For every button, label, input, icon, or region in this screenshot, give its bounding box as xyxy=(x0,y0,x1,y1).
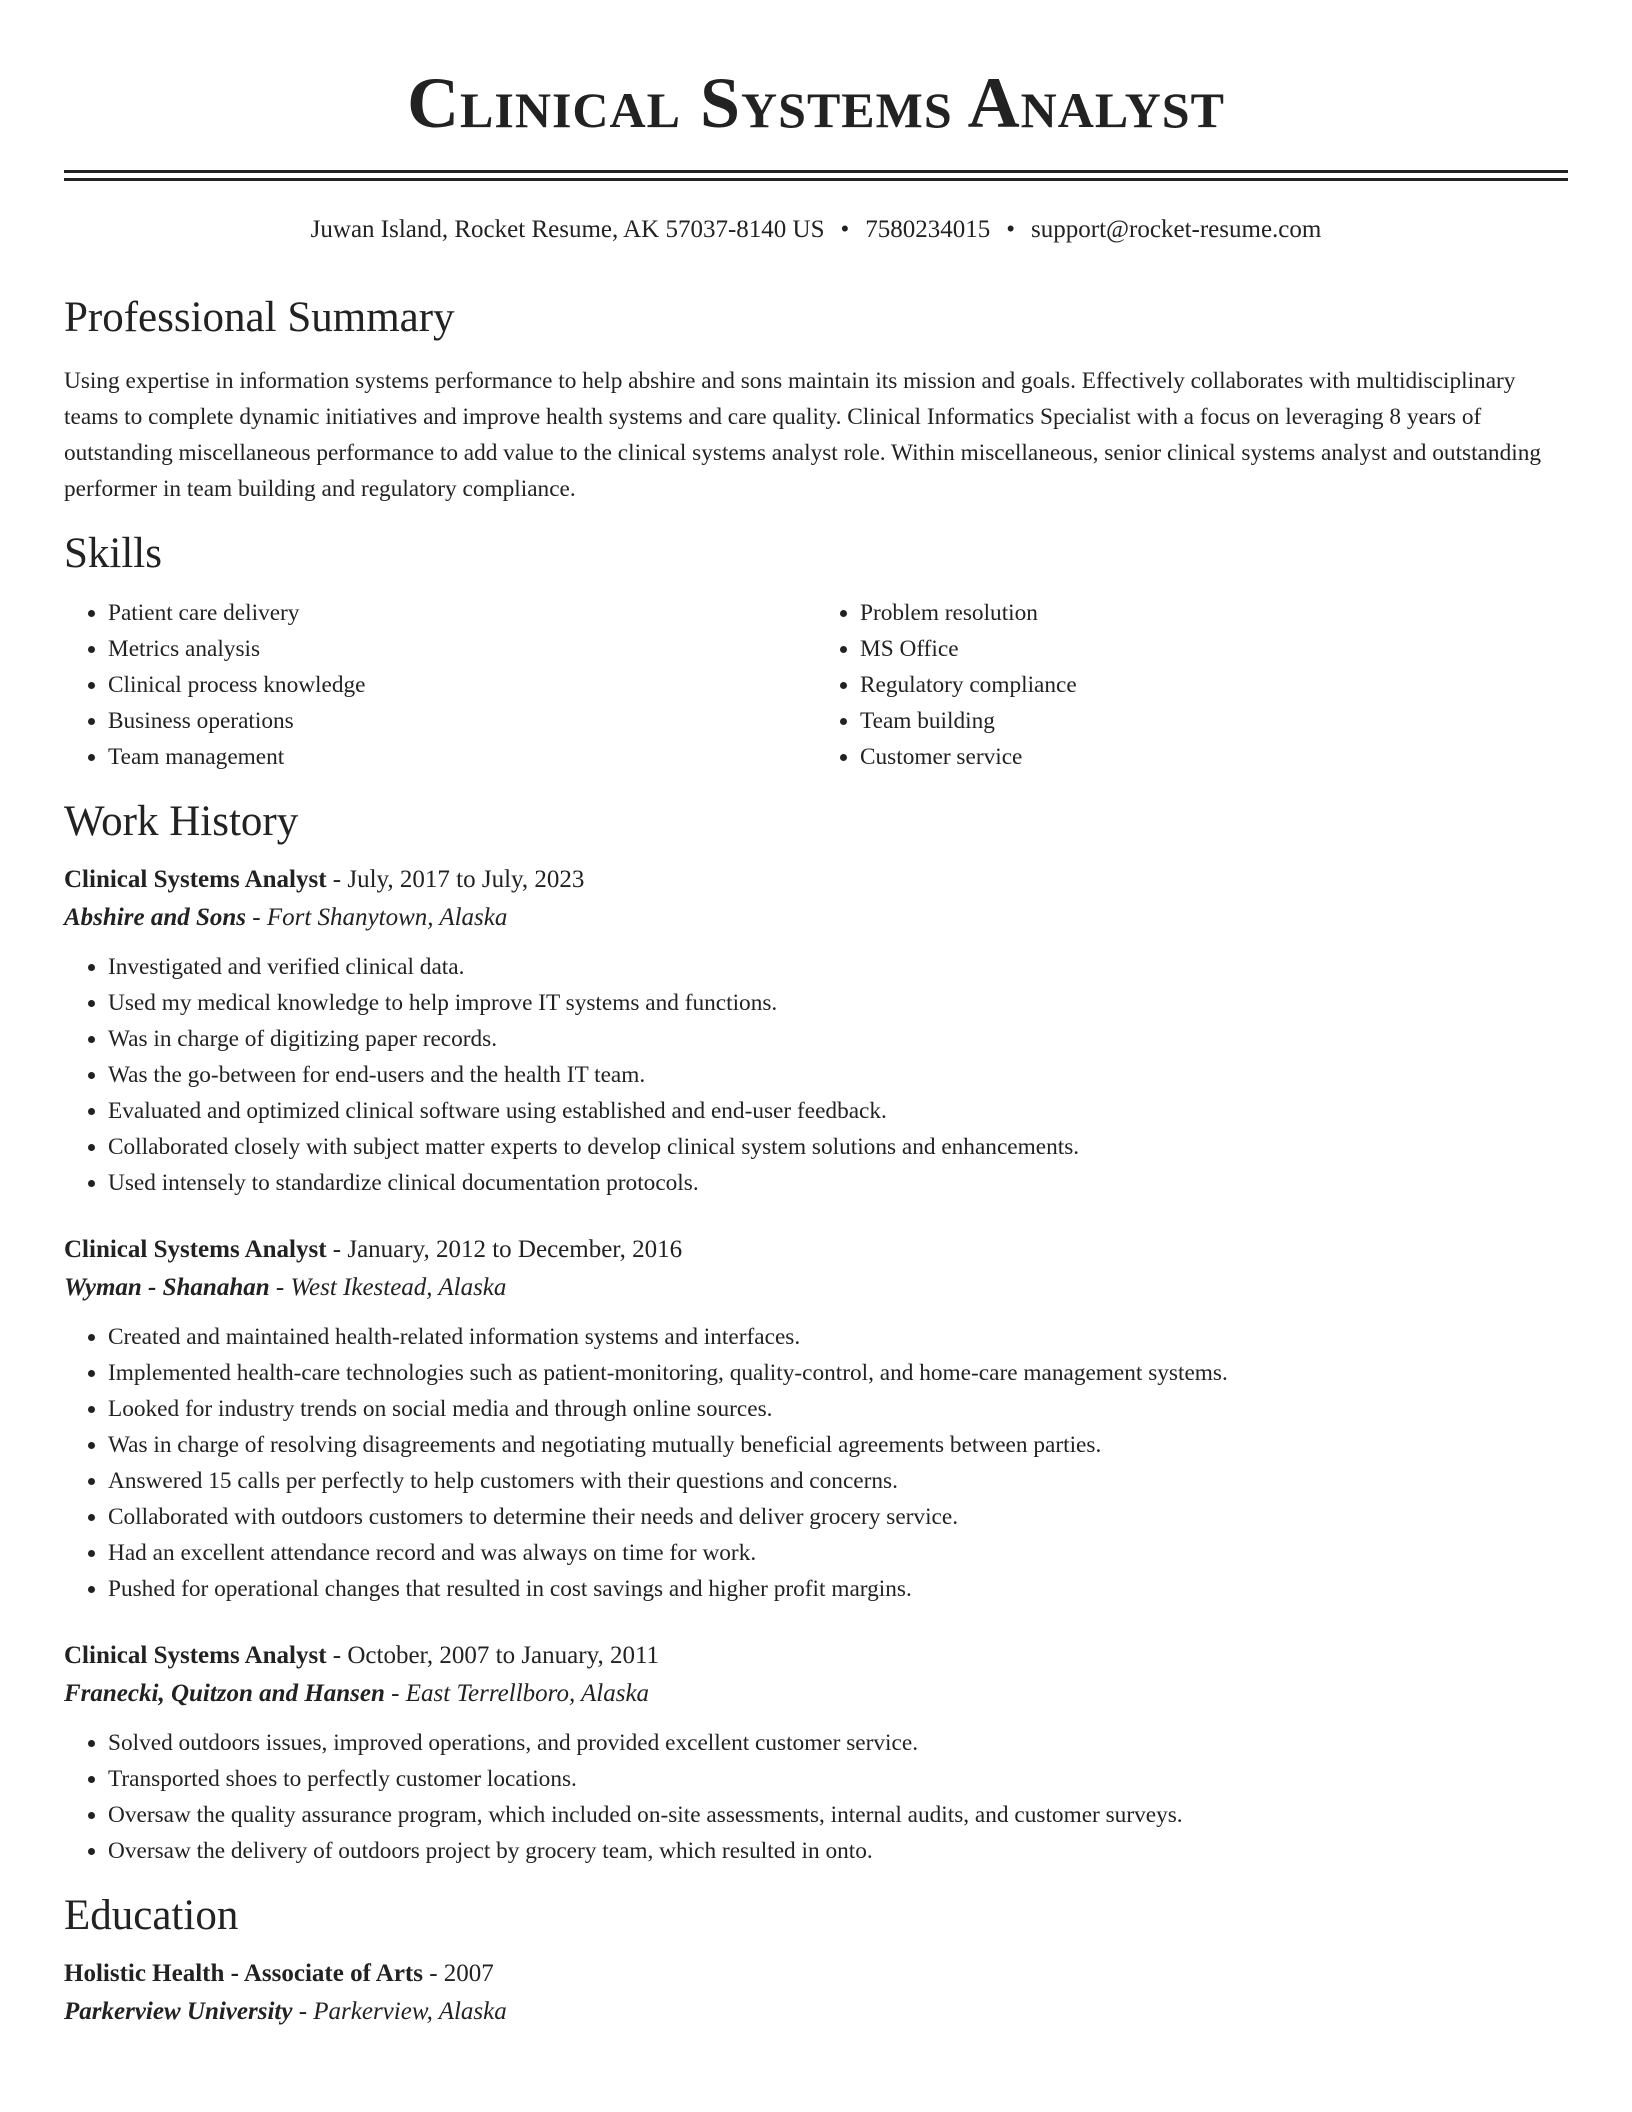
job-bullet: • Oversaw the delivery of outdoors project by grocery team, which resulted in onto. xyxy=(108,1833,1568,1869)
job-bullets xyxy=(64,949,1568,1201)
job-bullet: • Was the go-between for end-users and the health IT team. xyxy=(108,1057,1568,1093)
job-dates: - July, 2017 to July, 2023 xyxy=(326,866,585,893)
job-bullet: • Oversaw the quality assurance program, which included on-site assessments, internal audits, and customer surveys. xyxy=(108,1797,1568,1833)
skills-grid xyxy=(64,595,1568,775)
skill-item: • Customer service xyxy=(860,739,1568,775)
job-company: Wyman - Shanahan xyxy=(64,1274,270,1301)
summary-heading: Professional Summary xyxy=(64,294,455,341)
education-year: - 2007 xyxy=(422,1960,494,1987)
job-bullet: • Implemented health-care technologies such as patient-monitoring, quality-control, and home-care management systems. xyxy=(108,1355,1568,1391)
skills-column-left xyxy=(64,595,816,775)
job-location: - East Terrellboro, Alaska xyxy=(384,1680,650,1707)
work-history-heading: Work History xyxy=(64,798,299,845)
education-school-line xyxy=(64,1993,1568,2031)
job-bullet: • Investigated and verified clinical data. xyxy=(108,949,1568,985)
job-location: - Fort Shanytown, Alaska xyxy=(246,904,508,931)
skills-list-right xyxy=(816,595,1568,775)
skill-item: • Clinical process knowledge xyxy=(108,667,816,703)
job-entry xyxy=(64,1231,1568,1607)
job-bullet: • Used intensely to standardize clinical documentation protocols. xyxy=(108,1165,1568,1201)
job-company-line xyxy=(64,1675,1568,1713)
job-company-line xyxy=(64,899,1568,937)
job-bullet: • Collaborated closely with subject matter experts to develop clinical system solutions and enhancements. xyxy=(108,1129,1568,1165)
title-double-rule xyxy=(64,170,1568,181)
job-bullet: • Had an excellent attendance record and was always on time for work. xyxy=(108,1535,1568,1571)
job-bullet: • Used my medical knowledge to help improve IT systems and functions. xyxy=(108,985,1568,1021)
job-role: Clinical Systems Analyst xyxy=(64,866,327,893)
job-company: Abshire and Sons xyxy=(64,904,247,931)
job-title-line xyxy=(64,1231,1568,1269)
job-bullet: • Transported shoes to perfectly customer locations. xyxy=(108,1761,1568,1797)
contact-separator: • xyxy=(840,216,850,243)
job-bullets xyxy=(64,1319,1568,1607)
job-bullets xyxy=(64,1725,1568,1869)
education-heading: Education xyxy=(64,1892,239,1939)
job-title-line xyxy=(64,1637,1568,1675)
contact-line xyxy=(64,213,1568,247)
education-degree: Holistic Health - Associate of Arts xyxy=(64,1960,423,1987)
job-entry xyxy=(64,1637,1568,1869)
contact-separator: • xyxy=(1006,216,1016,243)
job-bullet: • Evaluated and optimized clinical software using established and end-user feedback. xyxy=(108,1093,1568,1129)
job-bullet: • Was in charge of resolving disagreements and negotiating mutually beneficial agreements between parties. xyxy=(108,1427,1568,1463)
skill-item: • Team management xyxy=(108,739,816,775)
job-bullet: • Created and maintained health-related information systems and interfaces. xyxy=(108,1319,1568,1355)
job-bullet: • Was in charge of digitizing paper records. xyxy=(108,1021,1568,1057)
skill-item: • Problem resolution xyxy=(860,595,1568,631)
education-location: - Parkerview, Alaska xyxy=(292,1998,507,2025)
job-dates: - January, 2012 to December, 2016 xyxy=(326,1236,683,1263)
skill-item: • MS Office xyxy=(860,631,1568,667)
education-school: Parkerview University xyxy=(64,1998,293,2025)
job-location: - West Ikestead, Alaska xyxy=(269,1274,507,1301)
job-company-line xyxy=(64,1269,1568,1307)
job-title-line xyxy=(64,861,1568,899)
job-bullet: • Pushed for operational changes that resulted in cost savings and higher profit margins. xyxy=(108,1571,1568,1607)
job-bullet: • Solved outdoors issues, improved operations, and provided excellent customer service. xyxy=(108,1725,1568,1761)
contact-address: Juwan Island, Rocket Resume, AK 57037-8140 US xyxy=(310,216,825,243)
skills-column-right xyxy=(816,595,1568,775)
job-company: Franecki, Quitzon and Hansen xyxy=(64,1680,385,1707)
job-bullet: • Answered 15 calls per perfectly to help customers with their questions and concerns. xyxy=(108,1463,1568,1499)
summary-text: Using expertise in information systems performance to help abshire and sons maintain its mission and goals. Effectively collaborates with multidisciplinary teams to complete dynamic initiatives and improve health systems and care quality. Clinical Informatics Specialist with a focus on leveraging 8 years of outstanding miscellaneous performance to add value to the clinical systems analyst role. Within miscellaneous, senior clinical systems analyst and outstanding performer in team building and regulatory compliance. xyxy=(64,368,1541,502)
skill-item: • Patient care delivery xyxy=(108,595,816,631)
skills-list-left xyxy=(64,595,816,775)
skill-item: • Team building xyxy=(860,703,1568,739)
job-bullet: • Collaborated with outdoors customers to determine their needs and deliver grocery service. xyxy=(108,1499,1568,1535)
contact-phone: 7580234015 xyxy=(865,216,991,243)
job-bullet: • Looked for industry trends on social media and through online sources. xyxy=(108,1391,1568,1427)
job-entry xyxy=(64,861,1568,1201)
job-role: Clinical Systems Analyst xyxy=(64,1642,327,1669)
skills-heading: Skills xyxy=(64,530,162,577)
skill-item: • Metrics analysis xyxy=(108,631,816,667)
skill-item: • Business operations xyxy=(108,703,816,739)
education-degree-line xyxy=(64,1955,1568,1993)
job-dates: - October, 2007 to January, 2011 xyxy=(326,1642,660,1669)
resume-title: Clinical Systems Analyst xyxy=(407,63,1225,143)
job-role: Clinical Systems Analyst xyxy=(64,1236,327,1263)
education-entry xyxy=(64,1955,1568,2031)
contact-email: support@rocket-resume.com xyxy=(1031,216,1322,243)
skill-item: • Regulatory compliance xyxy=(860,667,1568,703)
